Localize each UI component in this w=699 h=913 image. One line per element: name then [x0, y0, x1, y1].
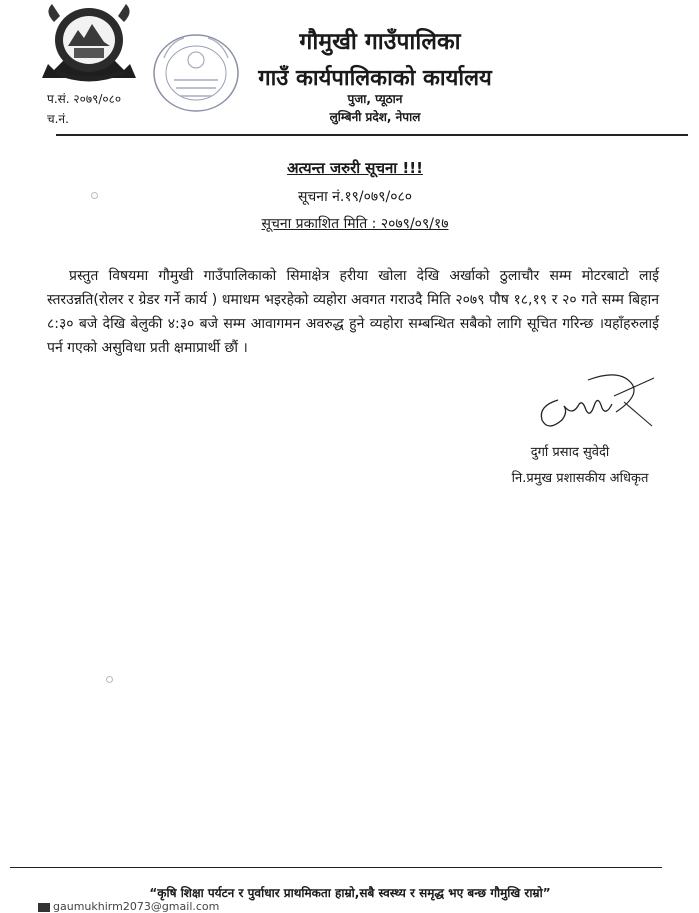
- notice-body: प्रस्तुत विषयमा गौमुखी गाउँपालिकाको सिमाक्षेत्र हरीया खोला देखि अर्खाको ठुलाचौर सम्म मोटरबाटो लाई स्तरउन्नति(रोलर र ग्रेडर गर्ने कार्य ) धमाधम भइरहेको व्यहोरा अवगत गराउदै मिति २०७९ पौष १८,१९ र २० गते सम्म बिहान ८:३० बजे देखि बेलुकी ४:३० बजे सम्म आवागमन अवरुद्ध हुने व्यहोरा सम्बन्धित सबैको लागि सूचित गरिन्छ ।यहाँहरुलाई पर्न गएको असुविधा प्रती क्षमाप्रार्थी छौं ।: [47, 268, 659, 356]
- reference-number: प.सं. २०७९/०८०: [47, 92, 122, 106]
- notice-published-date: सूचना प्रकाशित मिति : २०७९/०९/१७: [261, 216, 449, 232]
- mail-icon: [38, 903, 50, 912]
- address-line-1: पुजा, प्यूठान: [347, 92, 403, 106]
- nepal-government-emblem-icon: [34, 0, 144, 82]
- header-divider: [56, 134, 688, 136]
- notice-title: अत्यन्त जरुरी सूचना !!!: [287, 159, 423, 177]
- dispatch-number: च.नं.: [47, 112, 69, 126]
- signer-designation: नि.प्रमुख प्रशासकीय अधिकृत: [511, 471, 649, 486]
- footer-email: [38, 900, 219, 913]
- footer-email-text: gaumukhirm2073@gmail.com: [53, 900, 220, 913]
- signer-name: दुर्गा प्रसाद सुवेदी: [530, 445, 610, 460]
- scan-speck: [106, 676, 113, 683]
- handwritten-signature-icon: [528, 366, 658, 436]
- footer-slogan: “कृषि शिक्षा पर्यटन र पुर्वाधार प्राथमिकता हाम्रो,सबै स्वस्थ्य र समृद्ध भए बन्छ गौमुखि राम्रो”: [149, 886, 551, 900]
- notice-number: सूचना नं.१९/०७९/०८०: [297, 189, 413, 205]
- org-name: गौमुखी गाउँपालिका: [299, 29, 461, 55]
- address-line-2: लुम्बिनी प्रदेश, नेपाल: [329, 110, 421, 124]
- scan-speck: [91, 192, 98, 199]
- footer-divider: [10, 867, 662, 868]
- office-name: गाउँ कार्यपालिकाको कार्यालय: [258, 66, 492, 91]
